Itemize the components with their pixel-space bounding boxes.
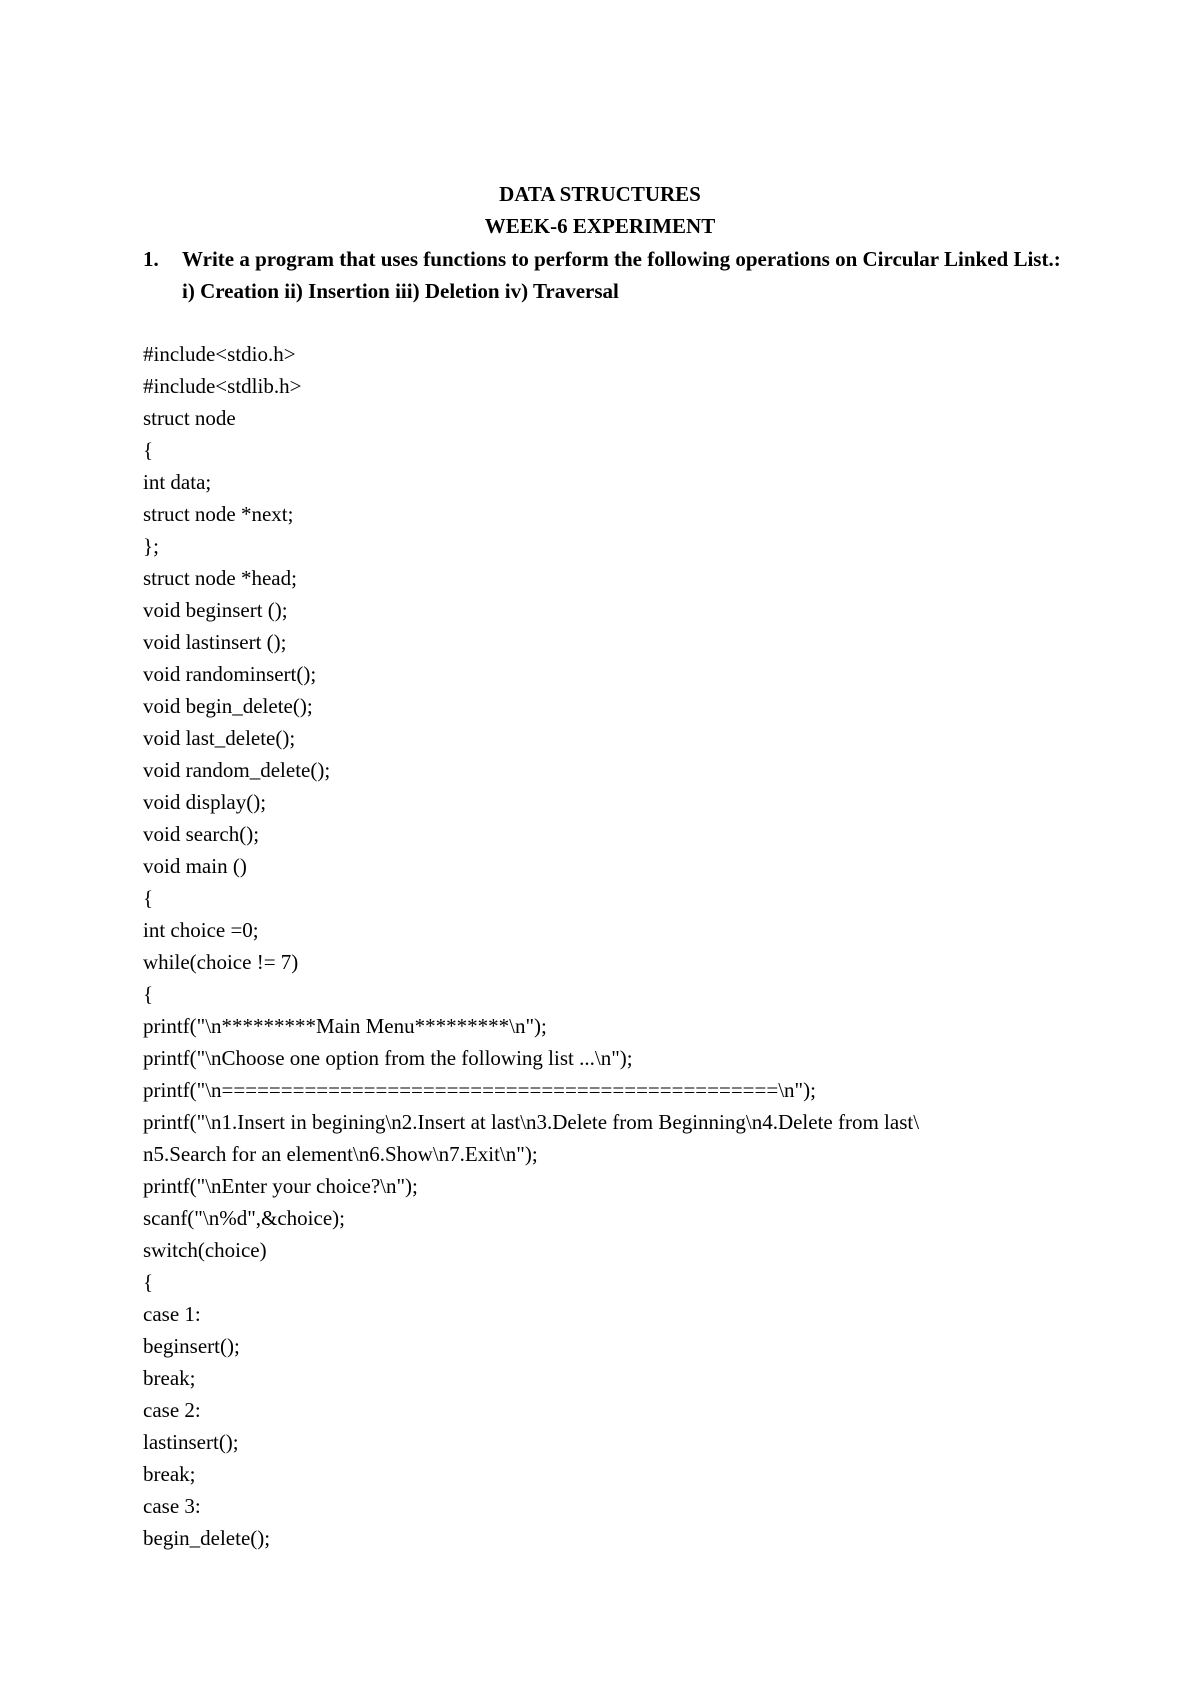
question-item: [143, 243, 1073, 307]
code-line: beginsert();: [143, 1334, 240, 1358]
code-line: void beginsert ();: [143, 598, 288, 622]
code-line: lastinsert();: [143, 1430, 239, 1454]
code-line: case 2:: [143, 1398, 201, 1422]
code-line: while(choice != 7): [143, 950, 299, 974]
code-line: void search();: [143, 822, 260, 846]
code-line: switch(choice): [143, 1238, 267, 1262]
experiment-title: WEEK-6 EXPERIMENT: [484, 214, 716, 238]
code-line: n5.Search for an element\n6.Show\n7.Exit\n");: [143, 1142, 538, 1166]
code-line: void main (): [143, 854, 247, 878]
code-line: printf("\n1.Insert in begining\n2.Insert at last\n3.Delete from Beginning\n4.Delete from last\: [143, 1110, 920, 1134]
code-line: void random_delete();: [143, 758, 331, 782]
code-line: #include<stdio.h>: [143, 342, 296, 366]
code-line: void lastinsert ();: [143, 630, 287, 654]
code-line: printf("\n*********Main Menu*********\n");: [143, 1014, 547, 1038]
code-line: {: [143, 438, 154, 462]
code-line: void randominsert();: [143, 662, 317, 686]
code-line: {: [143, 1270, 154, 1294]
code-line: break;: [143, 1366, 196, 1390]
code-line: begin_delete();: [143, 1526, 271, 1550]
code-line: break;: [143, 1462, 196, 1486]
code-line: printf("\nEnter your choice?\n");: [143, 1174, 418, 1198]
code-line: {: [143, 886, 154, 910]
code-line: case 1:: [143, 1302, 201, 1326]
course-title: DATA STRUCTURES: [499, 182, 701, 206]
code-line: int choice =0;: [143, 918, 259, 942]
question-number: 1.: [143, 247, 159, 271]
code-line: #include<stdlib.h>: [143, 374, 302, 398]
code-line: };: [143, 534, 159, 558]
code-line: void last_delete();: [143, 726, 296, 750]
code-line: struct node *head;: [143, 566, 297, 590]
code-listing: [143, 338, 1073, 1554]
code-line: scanf("\n%d",&choice);: [143, 1206, 345, 1230]
code-line: case 3:: [143, 1494, 201, 1518]
code-line: {: [143, 982, 154, 1006]
code-line: void begin_delete();: [143, 694, 313, 718]
code-line: int data;: [143, 470, 212, 494]
question-text: Write a program that uses functions to perform the following operations on Circular Linked List.: i) Creation ii) Insertion iii) Deletion iv) Traversal: [182, 247, 1061, 303]
code-line: printf("\nChoose one option from the following list ...\n");: [143, 1046, 633, 1070]
code-line: struct node *next;: [143, 502, 294, 526]
code-line: printf("\n===============================================\n");: [143, 1078, 816, 1102]
code-line: struct node: [143, 406, 236, 430]
code-line: void display();: [143, 790, 267, 814]
